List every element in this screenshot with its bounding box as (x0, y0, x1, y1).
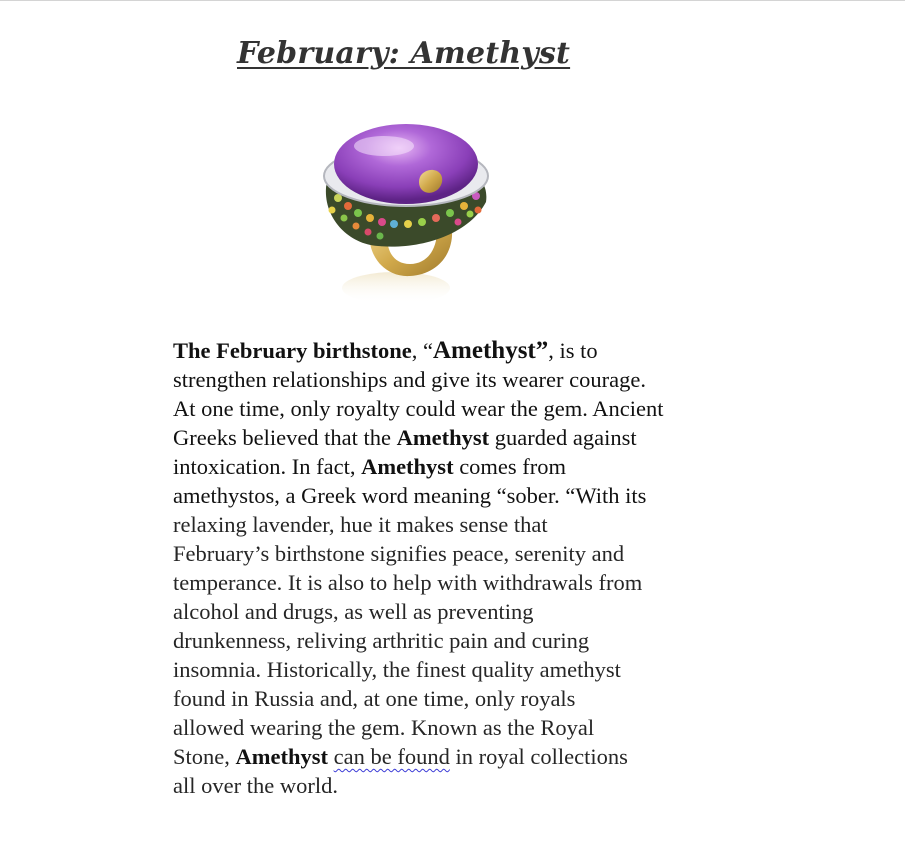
bold-term: Amethyst (361, 454, 454, 479)
text-line: all over the world. (173, 773, 338, 798)
amethyst-description (173, 336, 738, 800)
text-line: insomnia. Historically, the finest quality amethyst (173, 657, 621, 682)
text-line: amethystos, a Greek word meaning “sober. “With its (173, 483, 647, 508)
text-run: , is to (548, 338, 598, 363)
text-run: intoxication. In fact, (173, 454, 362, 479)
spellcheck-flagged-text[interactable]: can be found (333, 744, 450, 769)
text-line: found in Russia and, at one time, only royals (173, 686, 576, 711)
bold-lead: The February birthstone (173, 338, 412, 363)
text-line (173, 336, 738, 365)
text-line: allowed wearing the gem. Known as the Royal (173, 715, 595, 740)
ring-reflection (342, 272, 450, 304)
page-top-border (0, 0, 905, 1)
bold-term: Amethyst (235, 744, 328, 769)
amethyst-ring-image (318, 118, 494, 304)
text-line: temperance. It is also to help with withdrawals from (173, 570, 643, 595)
text-line: drunkenness, reliving arthritic pain and curing (173, 628, 590, 653)
text-line: alcohol and drugs, as well as preventing (173, 599, 534, 624)
text-line (173, 423, 738, 452)
bold-term: Amethyst” (433, 337, 549, 364)
text-run: guarded against (489, 425, 637, 450)
text-run: Greeks believed that the (173, 425, 397, 450)
text-line (173, 742, 738, 771)
bold-term: Amethyst (396, 425, 490, 450)
text-line: strengthen relationships and give its wearer courage. (173, 367, 646, 392)
text-run: , “ (411, 338, 433, 363)
text-run: comes from (453, 454, 567, 479)
text-line: February’s birthstone signifies peace, serenity and (173, 541, 625, 566)
text-line (173, 452, 738, 481)
page-title: February: Amethyst (237, 36, 571, 71)
text-run: in royal collections (449, 744, 628, 769)
text-run: Stone, (173, 744, 236, 769)
text-line: relaxing lavender, hue it makes sense that (173, 512, 548, 537)
amethyst-cabochon (334, 124, 478, 204)
text-line: At one time, only royalty could wear the gem. Ancient (173, 396, 664, 421)
